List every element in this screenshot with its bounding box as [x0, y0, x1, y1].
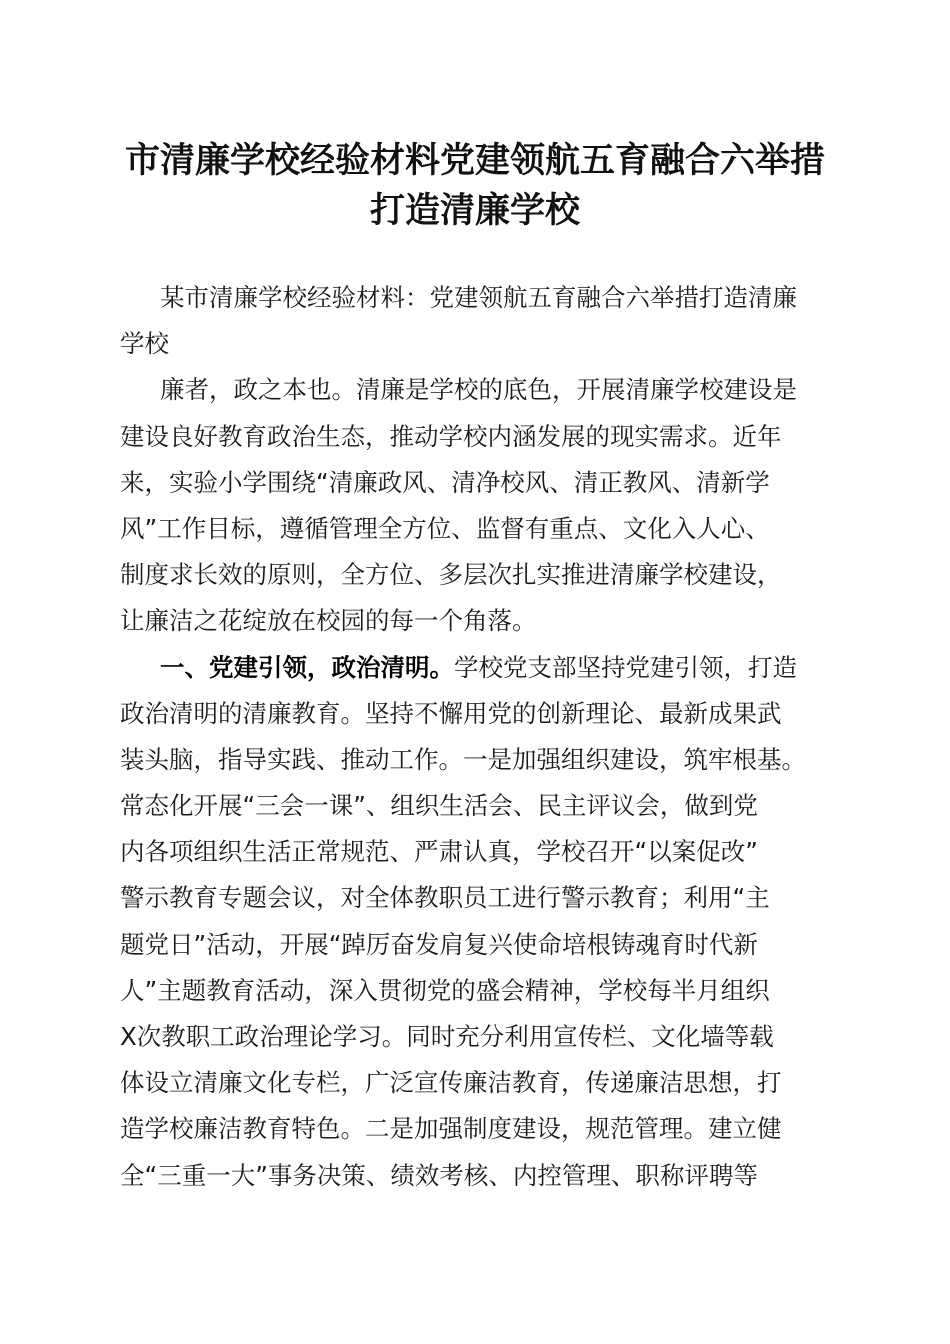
text-line: 某市清廉学校经验材料：党建领航五育融合六举措打造清廉 — [160, 283, 797, 312]
text-line: X次教职工政治理论学习。同时充分利用宣传栏、文化墙等载 — [120, 1022, 774, 1051]
section-1-first-line-text: 学校党支部坚持党建引领，打造 — [454, 652, 797, 682]
text-line: 廉者，政之本也。清廉是学校的底色，开展清廉学校建设是 — [160, 375, 797, 405]
title-line: 打造清廉学校 — [369, 190, 580, 231]
document-title — [90, 136, 860, 236]
section-1-paragraph — [120, 645, 832, 1199]
section-1-first-line — [120, 645, 832, 691]
text-line: 来，实验小学围绕“清廉政风、清净校风、清正教风、清新学 — [120, 467, 770, 497]
text-line: 内各项组织生活正常规范、严肃认真，学校召开“以案促改” — [120, 837, 758, 867]
intro-paragraph — [120, 275, 832, 367]
text-line: 风”工作目标，遵循管理全方位、监督有重点、文化入人心、 — [120, 513, 770, 543]
text-line: 体设立清廉文化专栏，广泛宣传廉洁教育，传递廉洁思想，打 — [120, 1068, 782, 1098]
section-1-heading: 一、党建引领，政治清明。 — [160, 652, 454, 682]
text-line: 制度求长效的原则，全方位、多层次扎实推进清廉学校建设， — [120, 560, 782, 590]
text-line: 学校 — [120, 329, 169, 359]
text-line: 人”主题教育活动，深入贯彻党的盛会精神，学校每半月组织 — [120, 975, 770, 1005]
text-line: 政治清明的清廉教育。坚持不懈用党的创新理论、最新成果武 — [120, 698, 782, 728]
text-line: 警示教育专题会议，对全体教职员工进行警示教育；利用“主 — [120, 883, 770, 913]
text-line: 题党日”活动，开展“踔厉奋发肩复兴使命培根铸魂育时代新 — [120, 929, 758, 959]
text-line: 让廉洁之花绽放在校园的每一个角落。 — [120, 606, 537, 636]
text-line: 装头脑，指导实践、推动工作。一是加强组织建设，筑牢根基。 — [120, 744, 806, 774]
title-line: 市清廉学校经验材料党建领航五育融合六举措 — [124, 140, 825, 181]
text-line: 造学校廉洁教育特色。二是加强制度建设，规范管理。建立健 — [120, 1114, 782, 1144]
document-body — [120, 275, 832, 1199]
text-line: 常态化开展“三会一课”、组织生活会、民主评议会，做到党 — [120, 791, 758, 821]
background-paragraph — [120, 367, 832, 644]
text-line: 全“三重一大”事务决策、绩效考核、内控管理、职称评聘等 — [120, 1160, 758, 1190]
text-line: 建设良好教育政治生态，推动学校内涵发展的现实需求。近年 — [120, 421, 782, 451]
